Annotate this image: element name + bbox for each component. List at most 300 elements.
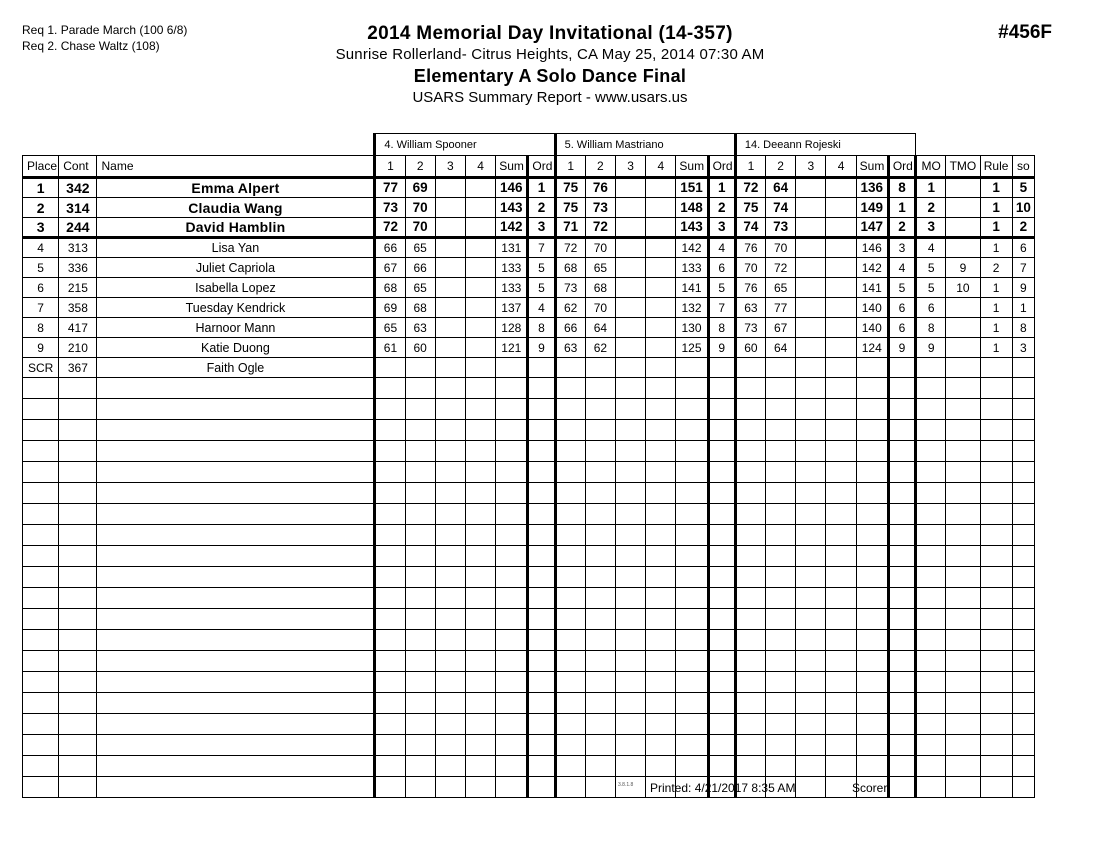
cell-judge2-ord[interactable] <box>708 651 735 672</box>
cell-judge2-dance2[interactable] <box>585 567 615 588</box>
cell-judge2-sum[interactable] <box>676 567 708 588</box>
cell-judge1-dance2[interactable] <box>405 483 435 504</box>
cell-judge1-dance3[interactable] <box>435 338 465 358</box>
cell-skater-name[interactable] <box>97 483 375 504</box>
cell-judge1-dance3[interactable] <box>435 567 465 588</box>
cell-judge3-dance1[interactable]: 60 <box>735 338 765 358</box>
cell-judge1-ord[interactable]: 1 <box>528 178 555 198</box>
cell-judge1-dance1[interactable] <box>375 651 405 672</box>
cell-mo[interactable]: 6 <box>916 298 946 318</box>
cell-so[interactable]: 10 <box>1012 198 1034 218</box>
cell-skater-name[interactable] <box>97 609 375 630</box>
table-row-empty[interactable] <box>23 693 1035 714</box>
cell-judge2-dance3[interactable] <box>615 238 645 258</box>
cell-judge1-dance1[interactable] <box>375 609 405 630</box>
cell-skater-name[interactable] <box>97 504 375 525</box>
cell-judge3-ord[interactable] <box>888 609 915 630</box>
cell-skater-name[interactable] <box>97 756 375 777</box>
cell-tmo[interactable] <box>946 567 980 588</box>
cell-contestant-number[interactable] <box>59 504 97 525</box>
cell-place[interactable] <box>23 483 59 504</box>
cell-place[interactable] <box>23 462 59 483</box>
cell-judge1-dance2[interactable] <box>405 399 435 420</box>
cell-judge1-dance1[interactable]: 67 <box>375 258 405 278</box>
cell-judge1-sum[interactable] <box>496 651 528 672</box>
cell-judge2-ord[interactable] <box>708 609 735 630</box>
cell-place[interactable] <box>23 378 59 399</box>
cell-judge2-sum[interactable] <box>676 525 708 546</box>
cell-judge2-dance4[interactable] <box>646 483 676 504</box>
cell-judge1-dance1[interactable]: 68 <box>375 278 405 298</box>
cell-judge1-dance3[interactable] <box>435 693 465 714</box>
cell-judge1-ord[interactable]: 3 <box>528 218 555 238</box>
cell-judge1-ord[interactable] <box>528 588 555 609</box>
cell-judge2-ord[interactable]: 3 <box>708 218 735 238</box>
cell-judge1-dance2[interactable] <box>405 358 435 378</box>
cell-judge2-sum[interactable] <box>676 588 708 609</box>
cell-skater-name[interactable]: Tuesday Kendrick <box>97 298 375 318</box>
cell-judge2-dance2[interactable]: 73 <box>585 198 615 218</box>
cell-judge1-dance1[interactable]: 66 <box>375 238 405 258</box>
cell-so[interactable]: 9 <box>1012 278 1034 298</box>
cell-judge3-dance1[interactable] <box>735 462 765 483</box>
cell-judge3-ord[interactable] <box>888 378 915 399</box>
cell-judge2-dance2[interactable]: 70 <box>585 238 615 258</box>
table-row[interactable] <box>23 358 1035 378</box>
cell-judge3-sum[interactable] <box>856 714 888 735</box>
cell-mo[interactable] <box>916 441 946 462</box>
cell-judge3-dance3[interactable] <box>796 714 826 735</box>
cell-judge2-dance1[interactable] <box>555 588 585 609</box>
cell-judge3-dance2[interactable] <box>766 756 796 777</box>
cell-judge2-ord[interactable] <box>708 588 735 609</box>
cell-judge1-dance4[interactable] <box>465 588 495 609</box>
cell-judge3-ord[interactable] <box>888 483 915 504</box>
cell-so[interactable] <box>1012 651 1034 672</box>
cell-judge1-dance1[interactable] <box>375 735 405 756</box>
cell-judge2-dance1[interactable]: 62 <box>555 298 585 318</box>
cell-judge2-dance3[interactable] <box>615 525 645 546</box>
cell-judge3-sum[interactable]: 149 <box>856 198 888 218</box>
cell-judge2-dance2[interactable]: 68 <box>585 278 615 298</box>
cell-place[interactable]: 7 <box>23 298 59 318</box>
cell-judge2-dance2[interactable] <box>585 462 615 483</box>
cell-judge2-dance3[interactable] <box>615 441 645 462</box>
cell-judge1-dance1[interactable] <box>375 378 405 399</box>
cell-judge3-sum[interactable] <box>856 378 888 399</box>
table-row-empty[interactable] <box>23 525 1035 546</box>
cell-judge3-dance3[interactable] <box>796 338 826 358</box>
cell-judge3-dance4[interactable] <box>826 693 856 714</box>
table-row-empty[interactable] <box>23 546 1035 567</box>
cell-so[interactable]: 3 <box>1012 338 1034 358</box>
cell-judge2-sum[interactable] <box>676 756 708 777</box>
cell-judge3-sum[interactable] <box>856 483 888 504</box>
cell-contestant-number[interactable] <box>59 651 97 672</box>
cell-judge3-dance2[interactable]: 64 <box>766 338 796 358</box>
cell-judge2-dance3[interactable] <box>615 278 645 298</box>
cell-judge1-sum[interactable]: 133 <box>496 258 528 278</box>
cell-judge2-ord[interactable]: 7 <box>708 298 735 318</box>
cell-judge3-sum[interactable]: 141 <box>856 278 888 298</box>
cell-judge1-dance2[interactable] <box>405 735 435 756</box>
cell-mo[interactable] <box>916 588 946 609</box>
cell-tmo[interactable] <box>946 504 980 525</box>
table-row[interactable] <box>23 338 1035 358</box>
cell-judge2-dance1[interactable] <box>555 399 585 420</box>
cell-tmo[interactable] <box>946 672 980 693</box>
table-row-empty[interactable] <box>23 399 1035 420</box>
cell-judge2-dance1[interactable] <box>555 756 585 777</box>
cell-mo[interactable] <box>916 483 946 504</box>
cell-place[interactable] <box>23 525 59 546</box>
cell-judge3-dance1[interactable] <box>735 588 765 609</box>
cell-mo[interactable] <box>916 420 946 441</box>
table-row-empty[interactable] <box>23 378 1035 399</box>
cell-mo[interactable] <box>916 378 946 399</box>
cell-judge1-dance1[interactable] <box>375 672 405 693</box>
cell-judge2-sum[interactable] <box>676 714 708 735</box>
cell-judge1-dance3[interactable] <box>435 399 465 420</box>
cell-judge3-dance3[interactable] <box>796 238 826 258</box>
cell-tmo[interactable] <box>946 462 980 483</box>
cell-judge2-ord[interactable] <box>708 483 735 504</box>
cell-judge3-dance2[interactable] <box>766 420 796 441</box>
cell-judge3-dance2[interactable] <box>766 672 796 693</box>
cell-place[interactable] <box>23 504 59 525</box>
cell-judge2-dance2[interactable] <box>585 358 615 378</box>
cell-judge1-ord[interactable]: 4 <box>528 298 555 318</box>
cell-judge1-dance2[interactable] <box>405 504 435 525</box>
cell-contestant-number[interactable] <box>59 735 97 756</box>
cell-judge1-dance1[interactable] <box>375 567 405 588</box>
cell-judge2-sum[interactable]: 151 <box>676 178 708 198</box>
cell-judge2-dance4[interactable] <box>646 567 676 588</box>
cell-judge3-dance2[interactable] <box>766 399 796 420</box>
cell-judge2-sum[interactable]: 125 <box>676 338 708 358</box>
cell-contestant-number[interactable] <box>59 483 97 504</box>
cell-judge2-sum[interactable] <box>676 651 708 672</box>
cell-judge3-dance3[interactable] <box>796 178 826 198</box>
cell-judge1-dance2[interactable] <box>405 378 435 399</box>
cell-judge1-dance2[interactable]: 63 <box>405 318 435 338</box>
cell-judge3-dance4[interactable] <box>826 756 856 777</box>
cell-judge1-dance3[interactable] <box>435 609 465 630</box>
cell-place[interactable] <box>23 441 59 462</box>
table-row-empty[interactable] <box>23 483 1035 504</box>
cell-skater-name[interactable] <box>97 525 375 546</box>
cell-tmo[interactable] <box>946 483 980 504</box>
cell-judge2-dance1[interactable] <box>555 358 585 378</box>
cell-so[interactable] <box>1012 714 1034 735</box>
cell-judge1-sum[interactable] <box>496 714 528 735</box>
cell-judge2-dance3[interactable] <box>615 318 645 338</box>
cell-judge2-dance2[interactable] <box>585 504 615 525</box>
cell-judge1-dance2[interactable] <box>405 525 435 546</box>
cell-judge1-dance1[interactable] <box>375 399 405 420</box>
cell-rule[interactable] <box>980 672 1012 693</box>
cell-judge1-dance3[interactable] <box>435 178 465 198</box>
cell-judge3-dance1[interactable] <box>735 504 765 525</box>
cell-judge2-sum[interactable] <box>676 399 708 420</box>
cell-judge2-dance2[interactable]: 62 <box>585 338 615 358</box>
cell-judge1-dance3[interactable] <box>435 672 465 693</box>
cell-judge2-sum[interactable] <box>676 672 708 693</box>
cell-judge1-dance1[interactable] <box>375 546 405 567</box>
cell-rule[interactable] <box>980 756 1012 777</box>
cell-judge3-dance4[interactable] <box>826 567 856 588</box>
cell-judge2-dance4[interactable] <box>646 693 676 714</box>
cell-judge3-dance2[interactable] <box>766 441 796 462</box>
cell-so[interactable]: 7 <box>1012 258 1034 278</box>
cell-mo[interactable]: 4 <box>916 238 946 258</box>
cell-judge3-dance2[interactable]: 67 <box>766 318 796 338</box>
cell-judge2-dance2[interactable] <box>585 651 615 672</box>
cell-judge2-dance1[interactable]: 73 <box>555 278 585 298</box>
cell-judge1-ord[interactable] <box>528 693 555 714</box>
cell-tmo[interactable] <box>946 714 980 735</box>
cell-judge2-dance4[interactable] <box>646 178 676 198</box>
cell-judge2-dance2[interactable] <box>585 399 615 420</box>
cell-judge2-dance3[interactable] <box>615 483 645 504</box>
cell-judge2-dance1[interactable]: 66 <box>555 318 585 338</box>
cell-judge2-dance3[interactable] <box>615 630 645 651</box>
cell-judge1-dance2[interactable]: 60 <box>405 338 435 358</box>
cell-judge1-dance2[interactable]: 69 <box>405 178 435 198</box>
cell-judge1-dance3[interactable] <box>435 238 465 258</box>
cell-judge3-dance1[interactable] <box>735 567 765 588</box>
cell-rule[interactable] <box>980 546 1012 567</box>
cell-judge3-dance3[interactable] <box>796 218 826 238</box>
cell-judge2-dance1[interactable] <box>555 420 585 441</box>
cell-judge2-ord[interactable] <box>708 735 735 756</box>
cell-skater-name[interactable] <box>97 651 375 672</box>
cell-judge2-dance4[interactable] <box>646 399 676 420</box>
cell-judge1-dance2[interactable]: 70 <box>405 218 435 238</box>
cell-judge3-dance3[interactable] <box>796 318 826 338</box>
cell-judge1-dance4[interactable] <box>465 218 495 238</box>
cell-so[interactable] <box>1012 672 1034 693</box>
cell-so[interactable] <box>1012 630 1034 651</box>
cell-judge2-dance4[interactable] <box>646 588 676 609</box>
cell-judge2-dance4[interactable] <box>646 218 676 238</box>
cell-mo[interactable] <box>916 609 946 630</box>
cell-judge1-dance3[interactable] <box>435 630 465 651</box>
cell-judge3-dance1[interactable] <box>735 693 765 714</box>
cell-tmo[interactable] <box>946 693 980 714</box>
cell-judge1-dance2[interactable] <box>405 462 435 483</box>
cell-judge1-dance4[interactable] <box>465 318 495 338</box>
table-row-empty[interactable] <box>23 651 1035 672</box>
cell-judge1-ord[interactable]: 5 <box>528 258 555 278</box>
cell-judge1-dance2[interactable] <box>405 756 435 777</box>
cell-judge2-dance1[interactable] <box>555 672 585 693</box>
cell-skater-name[interactable] <box>97 588 375 609</box>
cell-judge1-dance3[interactable] <box>435 546 465 567</box>
cell-judge3-ord[interactable]: 4 <box>888 258 915 278</box>
cell-judge1-ord[interactable] <box>528 483 555 504</box>
cell-judge3-dance2[interactable] <box>766 546 796 567</box>
cell-judge3-ord[interactable] <box>888 504 915 525</box>
cell-judge1-dance2[interactable] <box>405 441 435 462</box>
cell-rule[interactable] <box>980 420 1012 441</box>
cell-tmo[interactable] <box>946 218 980 238</box>
cell-judge2-ord[interactable] <box>708 358 735 378</box>
cell-judge2-dance1[interactable] <box>555 504 585 525</box>
cell-judge3-dance3[interactable] <box>796 298 826 318</box>
cell-mo[interactable] <box>916 630 946 651</box>
cell-judge2-dance4[interactable] <box>646 630 676 651</box>
cell-judge2-dance4[interactable] <box>646 651 676 672</box>
cell-judge2-dance1[interactable] <box>555 609 585 630</box>
cell-judge1-dance3[interactable] <box>435 756 465 777</box>
cell-mo[interactable] <box>916 735 946 756</box>
cell-place[interactable]: 1 <box>23 178 59 198</box>
cell-judge2-ord[interactable]: 5 <box>708 278 735 298</box>
cell-judge2-dance2[interactable]: 76 <box>585 178 615 198</box>
cell-judge2-sum[interactable] <box>676 735 708 756</box>
cell-judge2-dance2[interactable] <box>585 525 615 546</box>
table-row-empty[interactable] <box>23 756 1035 777</box>
cell-judge1-ord[interactable] <box>528 441 555 462</box>
cell-judge1-dance1[interactable]: 69 <box>375 298 405 318</box>
cell-judge1-dance3[interactable] <box>435 588 465 609</box>
cell-judge2-dance3[interactable] <box>615 714 645 735</box>
cell-judge1-ord[interactable] <box>528 525 555 546</box>
cell-judge2-sum[interactable] <box>676 609 708 630</box>
cell-judge2-dance3[interactable] <box>615 178 645 198</box>
cell-judge3-dance3[interactable] <box>796 735 826 756</box>
cell-judge3-dance2[interactable] <box>766 588 796 609</box>
cell-judge1-dance2[interactable]: 68 <box>405 298 435 318</box>
cell-judge1-dance1[interactable]: 61 <box>375 338 405 358</box>
cell-judge3-dance4[interactable] <box>826 651 856 672</box>
cell-so[interactable]: 1 <box>1012 298 1034 318</box>
cell-judge2-ord[interactable] <box>708 441 735 462</box>
cell-judge1-ord[interactable]: 7 <box>528 238 555 258</box>
cell-judge2-dance4[interactable] <box>646 441 676 462</box>
cell-judge3-dance2[interactable] <box>766 651 796 672</box>
cell-skater-name[interactable] <box>97 546 375 567</box>
cell-judge2-ord[interactable]: 6 <box>708 258 735 278</box>
cell-judge3-dance2[interactable]: 77 <box>766 298 796 318</box>
table-row[interactable] <box>23 238 1035 258</box>
cell-judge3-dance2[interactable] <box>766 735 796 756</box>
cell-tmo[interactable] <box>946 338 980 358</box>
cell-judge1-dance1[interactable]: 72 <box>375 218 405 238</box>
cell-so[interactable]: 8 <box>1012 318 1034 338</box>
cell-judge3-dance2[interactable] <box>766 567 796 588</box>
cell-judge3-dance4[interactable] <box>826 714 856 735</box>
table-row-empty[interactable] <box>23 672 1035 693</box>
cell-judge2-dance4[interactable] <box>646 298 676 318</box>
cell-judge1-dance4[interactable] <box>465 525 495 546</box>
cell-judge3-dance1[interactable]: 74 <box>735 218 765 238</box>
cell-judge1-ord[interactable] <box>528 756 555 777</box>
cell-judge1-dance1[interactable] <box>375 483 405 504</box>
cell-contestant-number[interactable]: 417 <box>59 318 97 338</box>
cell-judge1-dance2[interactable] <box>405 588 435 609</box>
cell-judge1-dance2[interactable] <box>405 672 435 693</box>
cell-judge1-sum[interactable] <box>496 567 528 588</box>
cell-mo[interactable] <box>916 525 946 546</box>
cell-judge2-dance1[interactable] <box>555 525 585 546</box>
cell-judge2-dance3[interactable] <box>615 378 645 399</box>
cell-judge1-dance2[interactable] <box>405 651 435 672</box>
cell-judge2-dance4[interactable] <box>646 756 676 777</box>
cell-judge3-dance1[interactable] <box>735 420 765 441</box>
table-row-empty[interactable] <box>23 504 1035 525</box>
cell-judge2-dance4[interactable] <box>646 546 676 567</box>
cell-judge3-dance3[interactable] <box>796 651 826 672</box>
cell-judge3-ord[interactable]: 8 <box>888 178 915 198</box>
cell-rule[interactable]: 1 <box>980 298 1012 318</box>
cell-judge1-sum[interactable]: 146 <box>496 178 528 198</box>
cell-judge3-dance4[interactable] <box>826 735 856 756</box>
cell-so[interactable]: 6 <box>1012 238 1034 258</box>
cell-judge3-dance3[interactable] <box>796 278 826 298</box>
cell-judge3-dance3[interactable] <box>796 546 826 567</box>
cell-tmo[interactable] <box>946 420 980 441</box>
cell-judge1-ord[interactable] <box>528 609 555 630</box>
cell-judge3-sum[interactable] <box>856 420 888 441</box>
cell-judge3-ord[interactable] <box>888 693 915 714</box>
cell-judge3-sum[interactable] <box>856 546 888 567</box>
cell-judge1-sum[interactable] <box>496 504 528 525</box>
cell-judge3-sum[interactable] <box>856 525 888 546</box>
cell-tmo[interactable] <box>946 630 980 651</box>
cell-judge3-sum[interactable] <box>856 756 888 777</box>
cell-judge1-dance1[interactable] <box>375 462 405 483</box>
cell-skater-name[interactable]: Katie Duong <box>97 338 375 358</box>
cell-judge1-dance3[interactable] <box>435 420 465 441</box>
cell-judge2-dance2[interactable] <box>585 735 615 756</box>
cell-judge2-dance3[interactable] <box>615 693 645 714</box>
cell-judge2-ord[interactable]: 4 <box>708 238 735 258</box>
cell-judge1-sum[interactable] <box>496 420 528 441</box>
cell-mo[interactable]: 2 <box>916 198 946 218</box>
cell-so[interactable] <box>1012 378 1034 399</box>
cell-skater-name[interactable] <box>97 420 375 441</box>
cell-place[interactable]: 4 <box>23 238 59 258</box>
cell-tmo[interactable] <box>946 178 980 198</box>
cell-judge2-dance4[interactable] <box>646 358 676 378</box>
cell-judge3-dance1[interactable] <box>735 483 765 504</box>
cell-judge2-dance1[interactable] <box>555 546 585 567</box>
cell-mo[interactable] <box>916 756 946 777</box>
cell-judge2-dance2[interactable]: 64 <box>585 318 615 338</box>
cell-judge3-dance1[interactable] <box>735 609 765 630</box>
cell-judge2-dance4[interactable] <box>646 525 676 546</box>
cell-judge3-dance1[interactable] <box>735 525 765 546</box>
cell-judge1-ord[interactable] <box>528 630 555 651</box>
cell-judge3-dance4[interactable] <box>826 178 856 198</box>
cell-judge2-dance3[interactable] <box>615 462 645 483</box>
cell-judge2-dance3[interactable] <box>615 420 645 441</box>
cell-judge3-sum[interactable] <box>856 504 888 525</box>
cell-contestant-number[interactable]: 314 <box>59 198 97 218</box>
cell-judge2-dance1[interactable] <box>555 714 585 735</box>
cell-contestant-number[interactable] <box>59 693 97 714</box>
cell-contestant-number[interactable]: 313 <box>59 238 97 258</box>
cell-judge2-sum[interactable]: 142 <box>676 238 708 258</box>
cell-judge1-dance1[interactable] <box>375 630 405 651</box>
cell-judge3-dance3[interactable] <box>796 504 826 525</box>
cell-tmo[interactable] <box>946 735 980 756</box>
cell-mo[interactable]: 1 <box>916 178 946 198</box>
cell-skater-name[interactable]: Emma Alpert <box>97 178 375 198</box>
cell-judge3-ord[interactable] <box>888 630 915 651</box>
